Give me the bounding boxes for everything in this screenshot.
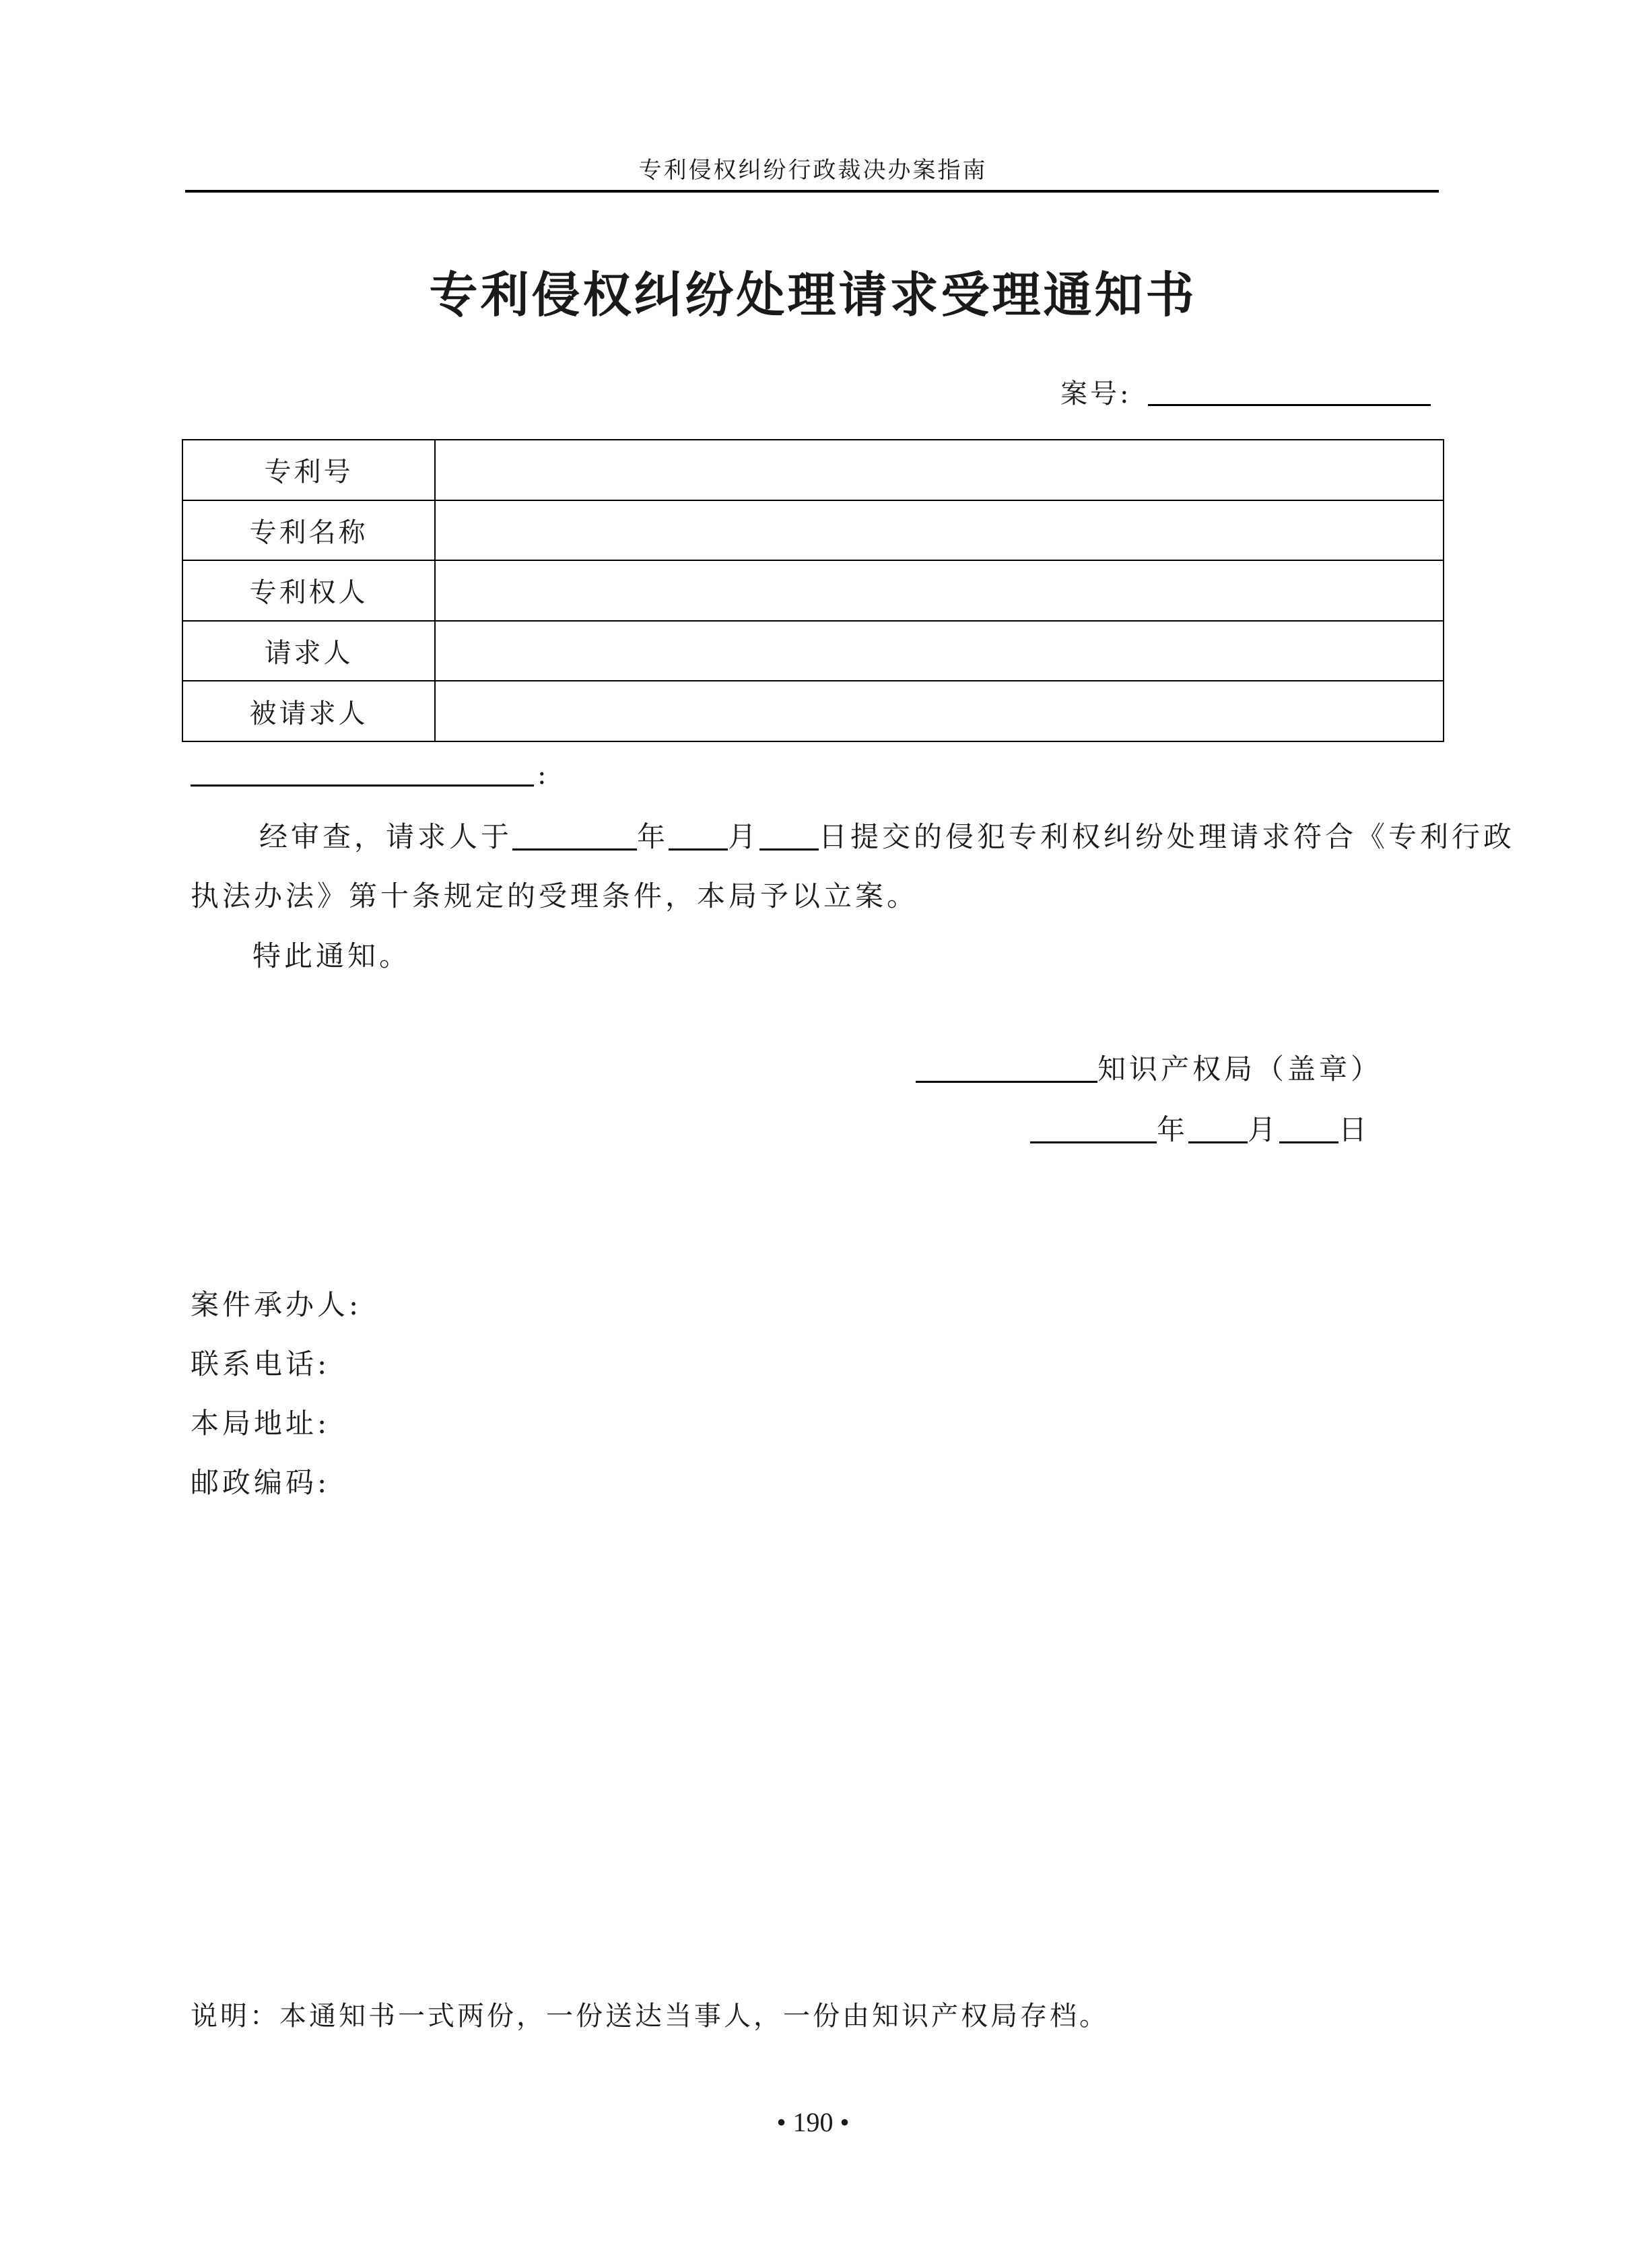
- contact-phone: 联系电话:: [191, 1347, 331, 1380]
- row-value-respondent[interactable]: [435, 681, 1444, 741]
- case-number-field[interactable]: [1148, 404, 1431, 406]
- contact-address: 本局地址:: [191, 1407, 331, 1440]
- explanatory-note: 说明：本通知书一式两份，一份送达当事人，一份由知识产权局存档。: [191, 2001, 1109, 2032]
- body-paragraph-1-line-2: 执法办法》第十条规定的受理条件，本局予以立案。: [191, 879, 919, 912]
- p1-year-label: 年: [637, 820, 669, 853]
- patent-info-table: [182, 439, 1444, 742]
- contact-postcode: 邮政编码:: [191, 1466, 331, 1499]
- table-row: [182, 560, 1444, 621]
- document-title: 专利侵权纠纷处理请求受理通知书: [429, 266, 1197, 323]
- filing-day-field[interactable]: [759, 819, 819, 850]
- table-row: [182, 681, 1444, 741]
- table-row: [182, 621, 1444, 681]
- date-day-field[interactable]: [1279, 1112, 1339, 1143]
- addressee-field[interactable]: [191, 785, 534, 787]
- header-rule: [185, 190, 1439, 193]
- running-header: 专利侵权纠纷行政裁决办案指南: [638, 157, 988, 184]
- bureau-name-field[interactable]: [916, 1051, 1097, 1083]
- date-month-field[interactable]: [1188, 1112, 1248, 1143]
- date-year-label: 年: [1157, 1113, 1189, 1146]
- date-day-label: 日: [1339, 1113, 1371, 1146]
- row-value-patent-number[interactable]: [435, 440, 1444, 500]
- body-paragraph-2: 特此通知。: [252, 939, 411, 972]
- row-label-patent-name: 专利名称: [182, 500, 435, 561]
- row-label-patentee: 专利权人: [182, 560, 435, 621]
- table-row: [182, 500, 1444, 561]
- contact-handler: 案件承办人:: [191, 1288, 362, 1321]
- date-year-field[interactable]: [1030, 1112, 1157, 1143]
- seal-text: 知识产权局（盖章）: [1097, 1053, 1383, 1086]
- filing-year-field[interactable]: [512, 819, 637, 850]
- case-number-label: 案号:: [1060, 378, 1132, 409]
- filing-month-field[interactable]: [669, 819, 728, 850]
- row-label-respondent: 被请求人: [182, 681, 435, 741]
- seal-line: [916, 1047, 1382, 1088]
- date-month-label: 月: [1248, 1113, 1280, 1146]
- row-label-patent-number: 专利号: [182, 440, 435, 500]
- date-line: [1030, 1108, 1370, 1148]
- p1-start: 经审查，请求人于: [259, 820, 513, 853]
- p1-month-label: 月: [728, 820, 760, 853]
- p1-after-day: 日提交的侵犯专利权纠纷处理请求符合《专利行政: [819, 820, 1516, 853]
- body-paragraph-1: [259, 815, 1515, 855]
- table-row: [182, 440, 1444, 500]
- row-label-requester: 请求人: [182, 621, 435, 681]
- row-value-patent-name[interactable]: [435, 500, 1444, 561]
- addressee-colon: :: [537, 760, 547, 791]
- row-value-patentee[interactable]: [435, 560, 1444, 621]
- row-value-requester[interactable]: [435, 621, 1444, 681]
- page-number: • 190 •: [776, 2107, 850, 2137]
